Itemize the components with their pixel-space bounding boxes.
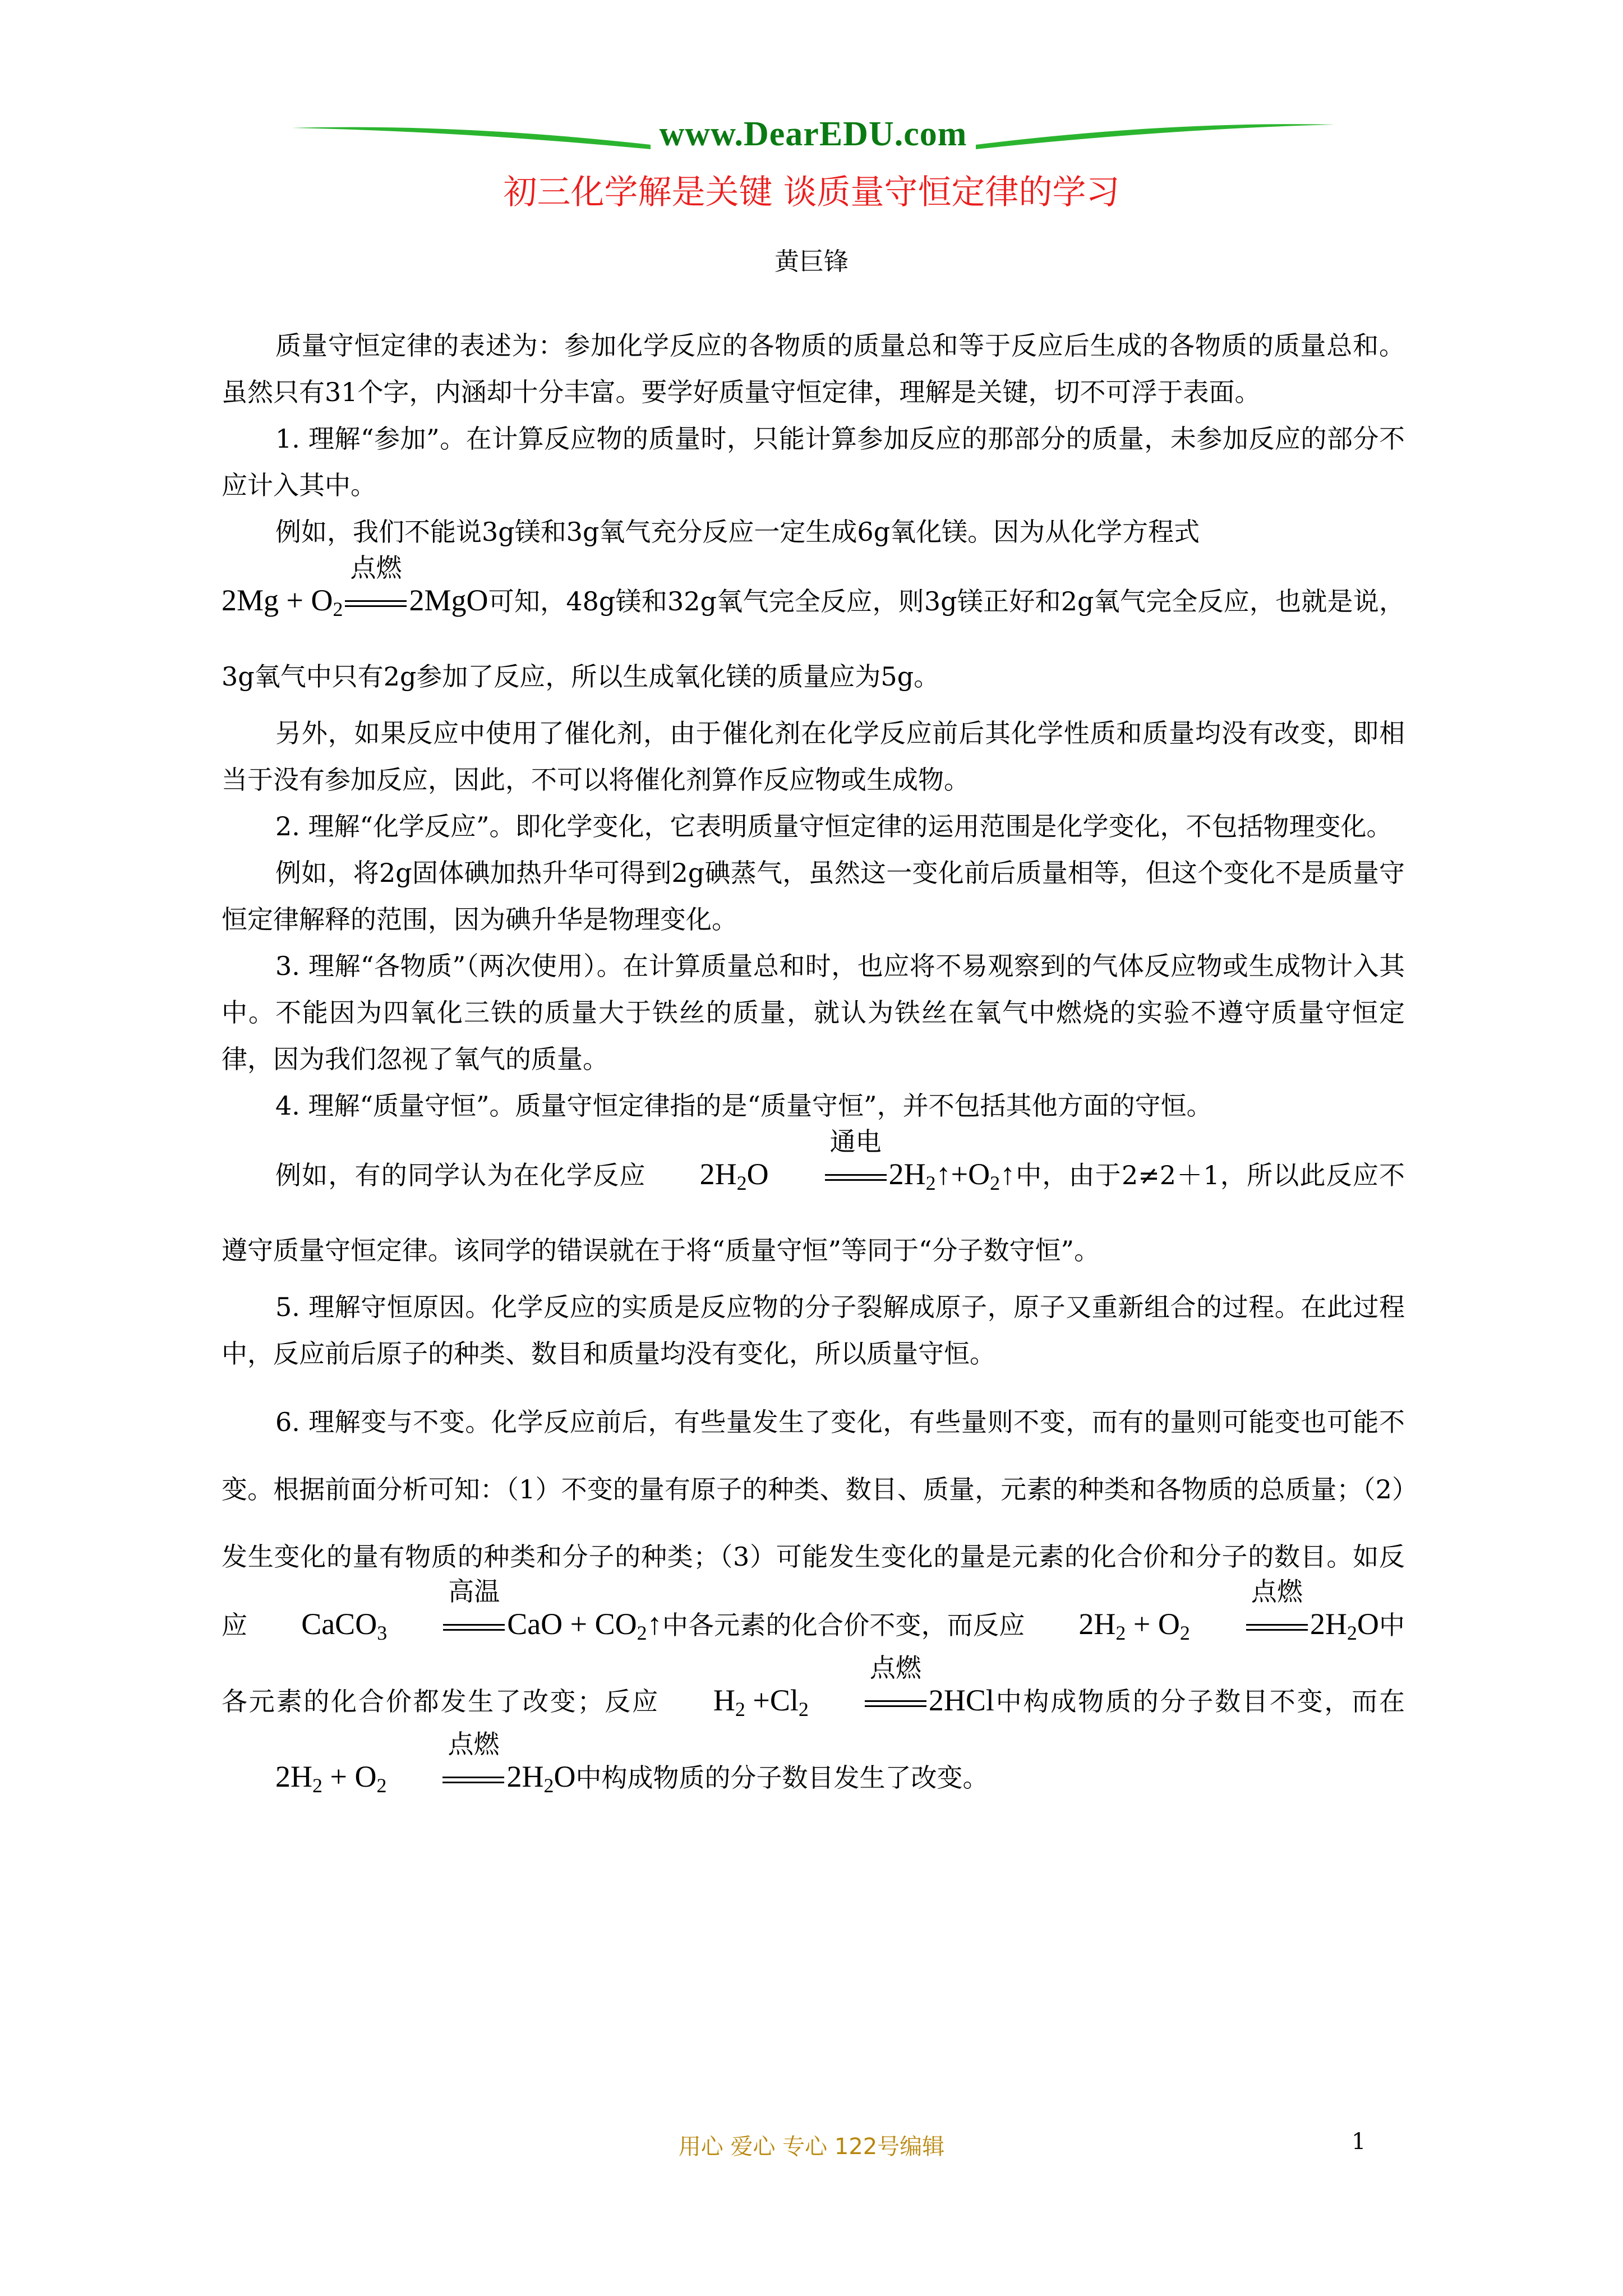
equation-h2-cl2: $H_2 +Cl_2$ 点燃 2HCl [713, 1653, 994, 1720]
paragraph: 另外，如果反应中使用了催化剂，由于催化剂在化学反应前后其化学性质和质量均没有改变，即相当于没有参加反应，因此，不可以将催化剂算作反应物或生成物。 [222, 718, 1405, 795]
paragraph: 1. 理解“参加”。在计算反应物的质量时，只能计算参加反应的那部分的质量，未参加反应的部分不应计入其中。 [222, 424, 1405, 500]
paragraph: 3. 理解“各物质”（两次使用）。在计算质量总和时，也应将不易观察到的气体反应物或生成物计入其中。不能因为四氧化三铁的质量大于铁丝的质量，就认为铁丝在氧气中燃烧的实验不遵守质量守恒定律，因为我们忽视了氧气的质量。 [222, 951, 1405, 1074]
article-body [222, 323, 1405, 1819]
paragraph-with-equation: 6. 理解变与不变。化学反应前后，有些量发生了变化，有些量则不变，而有的量则可能变也可能不变。根据前面分析可知：（1）不变的量有原子的种类、数目、质量，元素的种类和各物质的总质量；（2）发生变化的量有物质的种类和分子的种类；（3）可能发生变化的量是元素的化合价和分子的数目。如反应 CaCO$_3$ 高温 CaO + $CO_2↑$中各元素的化合价不变，而反应 $2H_2 + O_2$ 点燃 $2H_2O$中各元素的化合价都发生了改变；反应 $H_2 +Cl_2$ 点燃 2HCl中构成物质的分子数目不变，而在$2H_2 + O_2$ 点燃 $2H_2O$中构成物质的分子数目发生了改变。 [222, 1377, 1405, 1819]
equation-h2-o2: $2H_2 + O_2$ 点燃 $2H_2O$ [1078, 1576, 1379, 1644]
equation-caco3: CaCO$_3$ 高温 CaO + $CO_2↑$ [301, 1576, 662, 1644]
paragraph: 例如，我们不能说3g镁和3g氧气充分反应一定生成6g氧化镁。因为从化学方程式 [275, 517, 1200, 547]
equation-h2-o2-repeat: $2H_2 + O_2$ 点燃 $2H_2O$ [275, 1729, 576, 1797]
paragraph-with-equation: $2Mg + O_2$ 点燃 2MgO可知，48g镁和32g氧气完全反应，则3g镁正好和2g氧气完全反应，也就是说，3g氧气中只有2g参加了反应，所以生成氧化镁的质量应为5g。 [222, 553, 1405, 692]
paragraph: 4. 理解“质量守恒”。质量守恒定律指的是“质量守恒”，并不包括其他方面的守恒。 [275, 1091, 1212, 1121]
author-name: 黄巨锋 [774, 247, 849, 276]
footer-note: 用心 爱心 专心 122号编辑 [678, 2134, 945, 2160]
paragraph: 2. 理解“化学反应”。即化学变化，它表明质量守恒定律的运用范围是化学变化，不包括物理变化。 [275, 811, 1393, 841]
page-title: 初三化学解是关键 谈质量守恒定律的学习 [503, 173, 1120, 212]
equation-h2o-electrolysis: $2H_2O$ 通电 $2H_2↑+O_2↑$ [699, 1126, 1016, 1194]
paragraph: 5. 理解守恒原因。化学反应的实质是反应物的分子裂解成原子，原子又重新组合的过程。在此过程中，反应前后原子的种类、数目和质量均没有变化，所以质量守恒。 [222, 1292, 1405, 1369]
site-logo-text: www.DearEDU.com [659, 115, 967, 153]
site-header [292, 112, 1335, 163]
equation-mg-o2: $2Mg + O_2$ 点燃 2MgO [222, 553, 488, 620]
paragraph-with-equation: 例如，有的同学认为在化学反应 $2H_2O$ 通电 $2H_2↑+O_2↑$中，由于2≠2＋1，所以此反应不遵守质量守恒定律。该同学的错误就在于将“质量守恒”等同于“分子数守恒”。 [222, 1126, 1405, 1266]
paragraph: 例如，将2g固体碘加热升华可得到2g碘蒸气，虽然这一变化前后质量相等，但这个变化不是质量守恒定律解释的范围，因为碘升华是物理变化。 [222, 858, 1405, 935]
paragraph: 质量守恒定律的表述为：参加化学反应的各物质的质量总和等于反应后生成的各物质的质量总和。虽然只有31个字，内涵却十分丰富。要学好质量守恒定律，理解是关键，切不可浮于表面。 [222, 330, 1405, 407]
page-number: 1 [1352, 2129, 1366, 2155]
